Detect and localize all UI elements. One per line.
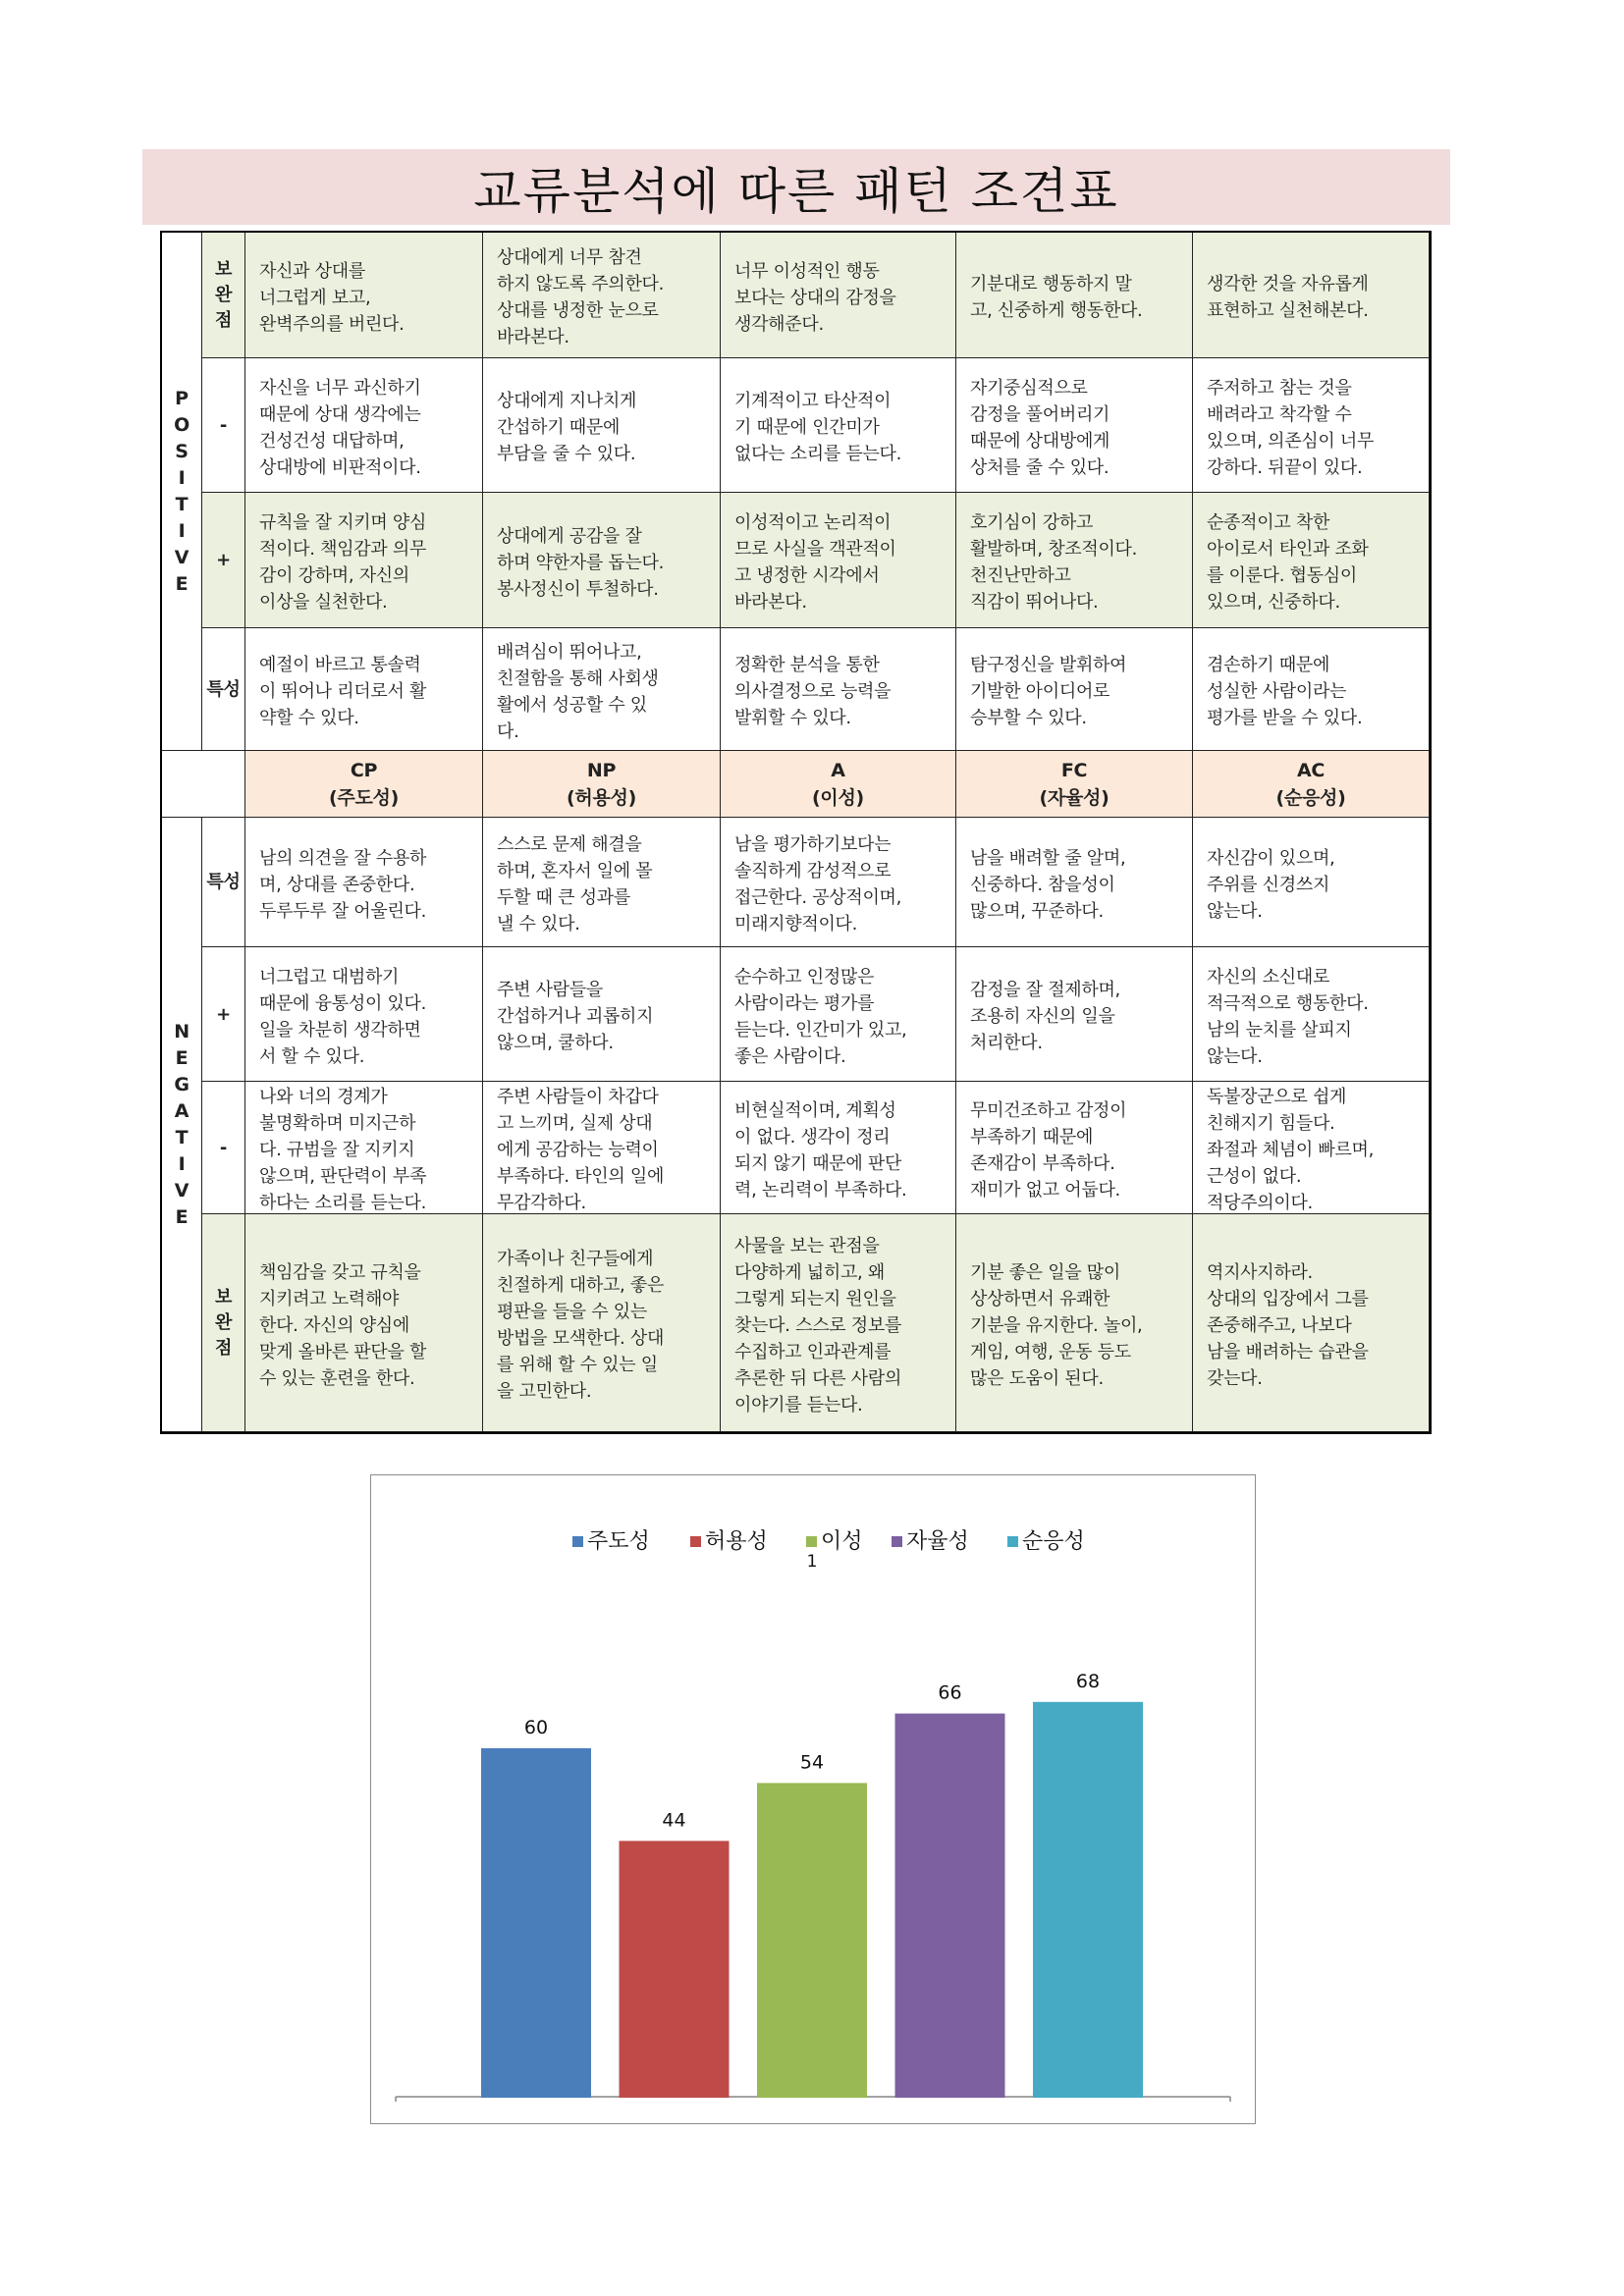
table-cell: 상대에게 지나치게 간섭하기 때문에 부담을 줄 수 있다.: [483, 358, 721, 493]
table-cell: 주변 사람들이 차갑다 고 느끼며, 실제 상대 에게 공감하는 능력이 부족하다. 타인의 일에 무감각하다.: [483, 1082, 721, 1214]
bar: [896, 1715, 1004, 2097]
row-label: 특성: [202, 628, 245, 751]
bar: [758, 1784, 866, 2097]
table-cell: 기분 좋은 일을 많이 상상하면서 유쾌한 기분을 유지한다. 놀이, 게임, 여행, 운동 등도 많은 도움이 된다.: [956, 1214, 1193, 1432]
table-cell: 순수하고 인정많은 사람이라는 평가를 듣는다. 인간미가 있고, 좋은 사람이다.: [721, 947, 956, 1082]
table-cell: 주변 사람들을 간섭하거나 괴롭히지 않으며, 쿨하다.: [483, 947, 721, 1082]
column-header-code: A: [831, 759, 845, 781]
table-cell: 정확한 분석을 통한 의사결정으로 능력을 발휘할 수 있다.: [721, 628, 956, 751]
column-header-name: (주도성): [329, 786, 399, 809]
column-header-code: NP: [586, 759, 617, 781]
legend-label: 순응성: [1022, 1529, 1085, 1554]
legend-label: 주도성: [587, 1529, 650, 1554]
legend-label: 허용성: [705, 1529, 768, 1554]
table-cell: 예절이 바르고 통솔력 이 뛰어나 리더로서 활 약할 수 있다.: [245, 628, 483, 751]
table-cell: 규칙을 잘 지키며 양심 적이다. 책임감과 의무 감이 강하며, 자신의 이상을 실천한다.: [245, 493, 483, 628]
table-cell: 감정을 잘 절제하며, 조용히 자신의 일을 처리한다.: [956, 947, 1193, 1082]
column-header-code: FC: [1060, 759, 1088, 781]
bar-value-label: 66: [938, 1682, 962, 1704]
legend-label: 이성: [821, 1529, 863, 1554]
legend-label: 자율성: [906, 1529, 969, 1554]
table-cell: 주저하고 참는 것을 배려라고 착각할 수 있으며, 의존심이 너무 강하다. 뒤끝이 있다.: [1193, 358, 1430, 493]
row-label: +: [202, 947, 245, 1082]
column-header-name: (허용성): [567, 786, 636, 809]
bar-value-label: 44: [662, 1809, 686, 1832]
legend-swatch: [1007, 1536, 1018, 1547]
bar: [1034, 1703, 1142, 2097]
table-cell: 자신을 너무 과신하기 때문에 상대 생각에는 건성건성 대답하며, 상대방에 비판적이다.: [245, 358, 483, 493]
table-cell: 역지사지하라. 상대의 입장에서 그를 존중해주고, 나보다 남을 배려하는 습관을 갖는다.: [1193, 1214, 1430, 1432]
table-cell: 나와 너의 경계가 불명확하며 미지근하 다. 규범을 잘 지키지 않으며, 판단력이 부족 하다는 소리를 듣는다.: [245, 1082, 483, 1214]
table-cell: 독불장군으로 쉽게 친해지기 힘들다. 좌절과 체념이 빠르며, 근성이 없다. 적당주의이다.: [1193, 1082, 1430, 1214]
table-cell: 탐구정신을 발휘하여 기발한 아이디어로 승부할 수 있다.: [956, 628, 1193, 751]
column-header-name: (순응성): [1275, 786, 1346, 809]
bar-value-label: 68: [1075, 1670, 1101, 1692]
table-cell: 너그럽고 대범하기 때문에 융통성이 있다. 일을 차분히 생각하면 서 할 수 있다.: [245, 947, 483, 1082]
table-cell: 호기심이 강하고 활발하며, 창조적이다. 천진난만하고 직감이 뛰어나다.: [956, 493, 1193, 628]
table-cell: 자기중심적으로 감정을 풀어버리기 때문에 상대방에게 상처를 줄 수 있다.: [956, 358, 1193, 493]
table-cell: 사물을 보는 관점을 다양하게 넓히고, 왜 그렇게 되는지 원인을 찾는다. 스스로 정보를 수집하고 인과관계를 추론한 뒤 다른 사람의 이야기를 듣는다.: [721, 1214, 956, 1432]
row-label: 보 완 점: [202, 1214, 245, 1432]
column-header: [1193, 751, 1430, 818]
bar-value-label: 60: [523, 1717, 549, 1738]
column-header-code: AC: [1296, 759, 1326, 781]
column-header: [721, 751, 956, 818]
table-cell: 생각한 것을 자유롭게 표현하고 실천해본다.: [1193, 233, 1430, 358]
table-cell: 비현실적이며, 계획성 이 없다. 생각이 정리 되지 않기 때문에 판단 력, 논리력이 부족하다.: [721, 1082, 956, 1214]
pattern-table: [160, 231, 1432, 1434]
legend-swatch: [572, 1536, 583, 1547]
legend-swatch: [806, 1536, 817, 1547]
table-cell: 상대에게 공감을 잘 하며 약한자를 돕는다. 봉사정신이 투철하다.: [483, 493, 721, 628]
negative-label: N E G A T I V E: [162, 818, 202, 1432]
column-header: [483, 751, 721, 818]
column-header-name: (자율성): [1039, 786, 1110, 809]
legend-swatch: [892, 1536, 902, 1547]
column-header-name: (이성): [812, 786, 864, 809]
x-tick-label: 1: [806, 1552, 818, 1572]
row-label: 특성: [202, 818, 245, 947]
column-header-code: CP: [350, 759, 378, 781]
table-cell: 너무 이성적인 행동 보다는 상대의 감정을 생각해준다.: [721, 233, 956, 358]
table-cell: 무미건조하고 감정이 부족하기 때문에 존재감이 부족하다. 재미가 없고 어둡다.: [956, 1082, 1193, 1214]
legend-swatch: [690, 1536, 701, 1547]
table-cell: 책임감을 갖고 규칙을 지키려고 노력해야 한다. 자신의 양심에 맞게 올바른 판단을 할 수 있는 훈련을 한다.: [245, 1214, 483, 1432]
row-label: -: [202, 358, 245, 493]
bar: [621, 1842, 729, 2097]
table-cell: 자신의 소신대로 적극적으로 행동한다. 남의 눈치를 살피지 않는다.: [1193, 947, 1430, 1082]
table-cell: 스스로 문제 해결을 하며, 혼자서 일에 몰 두할 때 큰 성과를 낼 수 있다.: [483, 818, 721, 947]
table-cell: 배려심이 뛰어나고, 친절함을 통해 사회생 활에서 성공할 수 있 다.: [483, 628, 721, 751]
bar-chart: [370, 1474, 1256, 2124]
row-label: 보 완 점: [202, 233, 245, 358]
table-cell: 남을 평가하기보다는 솔직하게 감성적으로 접근한다. 공상적이며, 미래지향적이다.: [721, 818, 956, 947]
row-label: -: [202, 1082, 245, 1214]
page-title: 교류분석에 따른 패턴 조견표: [142, 149, 1450, 225]
table-cell: 이성적이고 논리적이 므로 사실을 객관적이 고 냉정한 시각에서 바라본다.: [721, 493, 956, 628]
table-cell: 상대에게 너무 참견 하지 않도록 주의한다. 상대를 냉정한 눈으로 바라본다.: [483, 233, 721, 358]
table-cell: 자신과 상대를 너그럽게 보고, 완벽주의를 버린다.: [245, 233, 483, 358]
positive-label: P O S I T I V E: [162, 233, 202, 751]
bar-chart-svg: [371, 1475, 1257, 2125]
table-cell: 겸손하기 때문에 성실한 사람이라는 평가를 받을 수 있다.: [1193, 628, 1430, 751]
table-cell: 남의 의견을 잘 수용하 며, 상대를 존중한다. 두루두루 잘 어울린다.: [245, 818, 483, 947]
table-cell: 가족이나 친구들에게 친절하게 대하고, 좋은 평판을 들을 수 있는 방법을 모색한다. 상대 를 위해 할 수 있는 일 을 고민한다.: [483, 1214, 721, 1432]
column-header: [956, 751, 1193, 818]
table-cell: 남을 배려할 줄 알며, 신중하다. 참을성이 많으며, 꾸준하다.: [956, 818, 1193, 947]
bar: [482, 1749, 590, 2097]
header-row-spacer: [162, 751, 245, 818]
column-header: [245, 751, 483, 818]
table-cell: 자신감이 있으며, 주위를 신경쓰지 않는다.: [1193, 818, 1430, 947]
table-cell: 기분대로 행동하지 말 고, 신중하게 행동한다.: [956, 233, 1193, 358]
table-cell: 기계적이고 타산적이 기 때문에 인간미가 없다는 소리를 듣는다.: [721, 358, 956, 493]
row-label: +: [202, 493, 245, 628]
bar-value-label: 54: [799, 1751, 825, 1774]
table-cell: 순종적이고 착한 아이로서 타인과 조화 를 이룬다. 협동심이 있으며, 신중하다.: [1193, 493, 1430, 628]
